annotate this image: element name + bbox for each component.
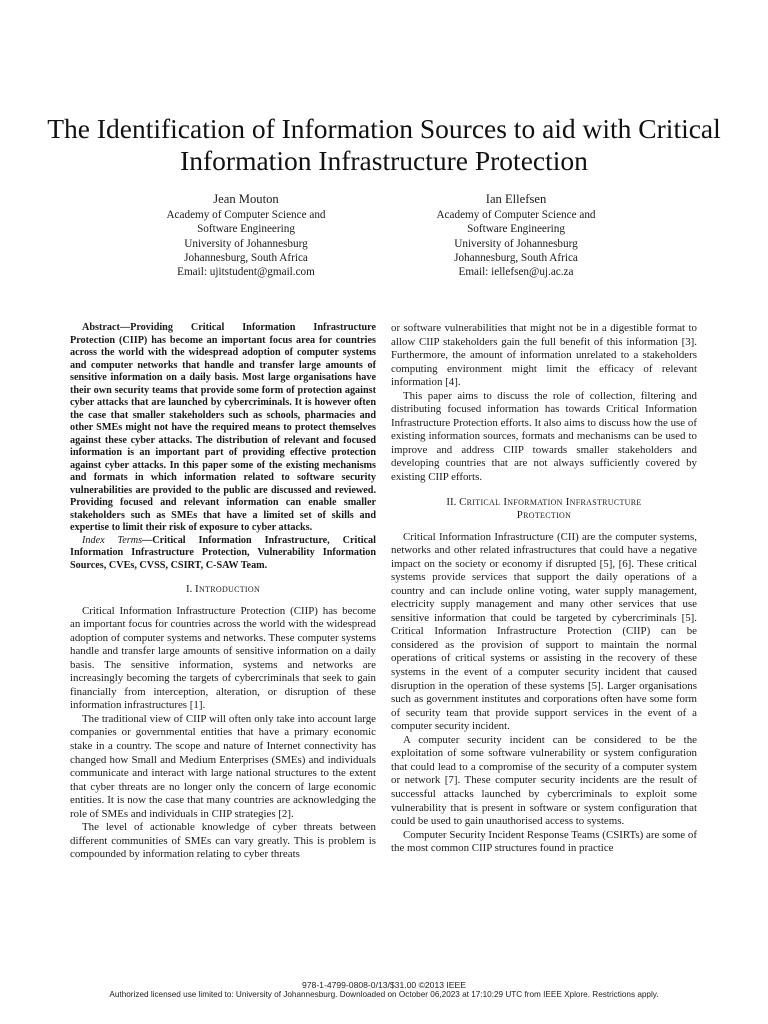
author-email: Email: ujitstudent@gmail.com <box>177 266 315 279</box>
abstract <box>70 322 376 572</box>
paragraph: This paper aims to discuss the role of collection, filtering and distributing focused information has towards Critical Information Infrastructure Protection efforts. It also aims to discuss how the use of existing information sources, formats and mechanisms can be used to improve and address CIIP towards smaller stakeholders and developing countries that are not always sufficiently covered by existing CIIP efforts. <box>391 389 697 484</box>
paragraph: The traditional view of CIIP will often only take into account large companies or governmental entities that have a primary economic stake in a country. The scope and nature of Internet connectivity has changed how Small and Medium Enterprises (SMEs) and individuals communicate and interact with large national structures to the extent that cyber threats are no longer only the concern of large economic entities. It is now the case that many countries are acknowledging the role of SMEs and individuals in CIIP strategies [2]. <box>70 712 376 820</box>
author-affiliation: Software Engineering <box>197 223 295 236</box>
abstract-dash: — <box>119 322 131 333</box>
author-block-1 <box>116 192 376 279</box>
index-terms-label: Index Terms <box>82 534 143 546</box>
section-numeral: II. <box>446 495 457 508</box>
index-terms-dash: — <box>142 534 153 546</box>
section-title: Introduction <box>195 583 261 595</box>
footer-isbn: 978-1-4799-0808-0/13/$31.00 ©2013 IEEE <box>301 980 466 990</box>
author-location: Johannesburg, South Africa <box>184 251 308 264</box>
author-name: Ian Ellefsen <box>485 192 547 206</box>
right-column <box>391 322 697 856</box>
author-block-2 <box>386 192 646 279</box>
paragraph: Computer Security Incident Response Teams (CSIRTs) are some of the most common CIIP structures found in practice <box>391 828 697 855</box>
paragraph: The level of actionable knowledge of cyber threats between different communities of SMEs can vary greatly. This is problem is compounded by information relating to cyber threats <box>70 821 376 861</box>
paper-title: The Identification of Information Sources to aid with Critical Information Infrastructure Protection <box>47 113 721 176</box>
author-name: Jean Mouton <box>213 192 279 206</box>
section-heading <box>391 496 697 523</box>
section-title-continued: Protection <box>516 509 572 522</box>
section-title: Critical Information Infrastructure <box>459 495 642 508</box>
abstract-body: Providing Critical Information Infrastructure Protection (CIIP) has become an important focus area for countries across the world with the widespread adoption of computer systems and computer networks that handle and transfer large amounts of sensitive information on a daily basis. Most large organisations have their own security teams that provide some form of protection against cyber attacks that are launched by cybercriminals. It is however often the case that smaller stakeholders such as schools, pharmacies and other SMEs might not have the required means to protect themselves against these cyber attacks. The distribution of relevant and focused information is an important part of providing effective protection against cyber attacks. In this paper some of the existing mechanisms and formats in which information related to software security vulnerabilities are provided to the public are discussed and reviewed. Providing focused and relevant information can enable smaller stakeholders such as SMEs that have a limited set of skills and expertise to limit their risk of exposure to cyber attacks. <box>70 322 376 533</box>
footer-license: Authorized licensed use limited to: University of Johannesburg. Downloaded on October 06,2023 at 17:10:29 UTC from IEEE Xplore. Restrictions apply. <box>109 990 659 999</box>
abstract-label: Abstract <box>82 322 120 333</box>
section-numeral: I. <box>185 583 193 595</box>
author-university: University of Johannesburg <box>184 237 308 250</box>
author-university: University of Johannesburg <box>454 237 578 250</box>
left-column <box>70 322 376 862</box>
author-affiliation: Academy of Computer Science and <box>166 209 326 222</box>
author-email: Email: iellefsen@uj.ac.za <box>458 266 574 279</box>
author-affiliation: Software Engineering <box>467 223 565 236</box>
paragraph: Critical Information Infrastructure Protection (CIIP) has become an important focus for countries across the world with the widespread adoption of computer systems and networks. These computer systems handle and transfer large amounts of sensitive information on a daily basis. The sensitive information, systems and networks are increasingly becoming the targets of cybercriminals that seek to gain financially from interception, alteration, or disruption of these information infrastructures [1]. <box>70 604 376 712</box>
index-terms-body: Critical Information Infrastructure, Critical Information Infrastructure Protection, Vulnerability Information Sources, CVEs, CVSS, CSIRT, C-SAW Team. <box>70 534 376 571</box>
author-affiliation: Academy of Computer Science and <box>436 209 596 222</box>
section-heading <box>70 583 376 597</box>
paragraph: or software vulnerabilities that might not be in a digestible format to allow CIIP stakeholders gain the full benefit of this information [3]. Furthermore, the amount of information unrelated to a stakeholders computing environment might limit the efficacy of relevant information [4]. <box>391 322 697 389</box>
author-location: Johannesburg, South Africa <box>454 251 578 264</box>
paragraph: A computer security incident can be considered to be the exploitation of some software vulnerability or system configuration that could lead to a compromise of the security of a computer system or network [7]. These computer security incidents are the result of successful attacks launched by cybercriminals to exploit some vulnerability that is present in software or system configuration that could be used to gain unauthorised access to systems. <box>391 733 697 828</box>
paragraph: Critical Information Infrastructure (CII) are the computer systems, networks and other related infrastructures that could have a negative impact on the society or economy if disrupted [5], [6]. These critical systems provide services that support the daily operations of a country and can include online voting, water supply management, electricity supply management and many other services that use sensitive information that could be targeted by cybercriminals [5]. Critical Information Infrastructure Protection (CIIP) can be considered as the provision of support to maintain the normal operations of critical systems or assisting in the recovery of these systems in the event of a computer security incident that caused disruption in the operation of these systems [5]. Larger organisations such as government institutes and corporations often have some form of security team that provide support services in the event of a computer security incident. <box>391 530 697 733</box>
